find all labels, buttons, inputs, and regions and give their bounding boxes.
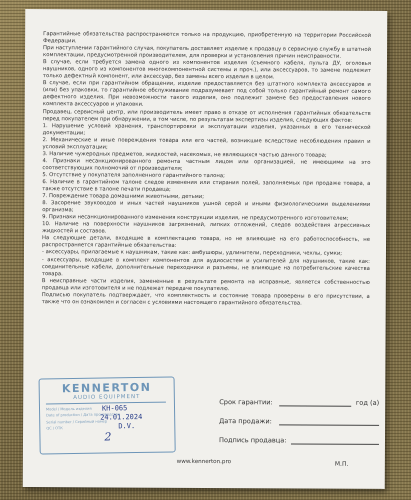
- handwritten-signature: 2: [104, 430, 112, 444]
- stamp-brand: KENNERTON: [61, 380, 152, 396]
- warranty-period-row: [219, 398, 379, 418]
- stamp-serial-label: Serial number / Серийный номер: [46, 419, 108, 425]
- warranty-period-label: Срок гарантии:: [219, 398, 273, 407]
- sale-fields: [219, 398, 379, 456]
- warranty-paragraph: 7. Повреждение товара домашними животными, детьми;: [42, 193, 205, 201]
- seller-signature-row: [219, 436, 379, 456]
- stamp-place-mark: М.П.: [334, 460, 349, 468]
- stamp-subtitle: AUDIO EQUIPMENT: [73, 393, 141, 402]
- warranty-paragraph: 4. Признаки несанкционированного ремонта частным лицом или организацией, не имеющими на это соответствующих полномочий от производителя;: [42, 157, 371, 172]
- warranty-paragraph: 3. Наличие чужеродных предметов, жидкостей, насекомых, не являющихся частью данного товара;: [42, 150, 327, 159]
- warranty-paragraph: Гарантийные обязательства распространяются только на продукцию, приобретенную на территории Российской Федерации.: [43, 31, 372, 45]
- warranty-period-suffix: год (а): [355, 398, 380, 407]
- website-url: www.kennerton.pro: [176, 458, 232, 466]
- warranty-paragraph: - аксессуары, входящие в комплект компонентов для аудиосистем и усилителей для наушников, такие как: соединительные кабели, дополнительные переходники и разъемы, не влияющие на потребительские качества товара.: [41, 256, 370, 277]
- warranty-paragraph: В случае, если требуется замена одного из компонентов изделия (съемного кабеля, пульта ДУ, оголовья наушников, одного из компонентов многокомпонентной системы и проч.), или аксессуаров, то замене подлежит только дефектный компонент, или аксессуар, без замены всего изделия в целом.: [42, 59, 371, 81]
- warranty-paragraph: 8. Засорение звуководов и иных частей наушников ушной серой и иными физиологическими выделениями организма;: [42, 200, 371, 214]
- warranty-paragraph: 6. Наличие в гарантийном талоне следов изменения или стирания полей, заполняемых при продаже товара, а также отсутствие в талоне печати продавца;: [42, 179, 371, 193]
- handwritten-date: 24.01.2024: [100, 412, 143, 422]
- stamp-model-label: Model / Модель изделия: [45, 406, 92, 412]
- warranty-paragraph: 2. Механические и иные повреждения товара или его частей, возникшие вследствие несоблюдения правил и условий эксплуатации;: [42, 136, 371, 151]
- stamp-date-label: Date of production / Дата производства: [46, 412, 121, 418]
- warranty-paragraph: 10. Наличие на поверхности наушников загрязнений, липких отложений, следов воздействия агрессивных жидкостей и составов.: [42, 221, 371, 235]
- warranty-paragraph: 9. Признаки несанкционированного изменения конструкции изделия, не предусмотренного изготовителем;: [42, 214, 349, 222]
- handwritten-serial: D.V.: [118, 422, 136, 431]
- warranty-paragraph: В неисправные части изделия, замененные в результате ремонта на исправные, является собственностью продавца или изготовителя и не подлежат передаче покупателю.: [41, 277, 370, 292]
- warranty-paragraph: Продавец, сервисный центр, или производитель имеет право в отказе от исполнения гарантийных обязательств перед покупателем при обнаружении, в том числе, по результатам экспертизы изделия, следующих фактов:: [42, 108, 371, 124]
- stamp-qc-label: QC / ОТК: [46, 426, 63, 431]
- warranty-period-line[interactable]: [279, 405, 351, 406]
- seller-signature-label: Подпись продавца:: [218, 436, 287, 445]
- warranty-card: [23, 9, 387, 489]
- warranty-paragraph: 5. Отсутствие у покупателя заполненного гарантийного талона;: [42, 172, 225, 180]
- sale-date-label: Дата продажи:: [219, 417, 272, 426]
- warranty-paragraph: В случае, если при гарантийном обращении, изделие предоставляется без штатного комплекта аксессуаров и (или) без упаковки, то гарантийное обслуживание подразумевает под собой только гарантийный ремонт самого дефектного изделия. При невозможности такого изделия, оно подлежит замене без предоставления нового комплекта аксессуаров и упаковки.: [42, 80, 371, 109]
- warranty-paragraph: 1. Нарушение условий хранения, транспортировки и эксплуатации изделия, указанных в его технической документации;: [42, 122, 371, 137]
- sale-date-line[interactable]: [279, 424, 379, 426]
- seller-signature-line[interactable]: [291, 443, 379, 444]
- handwritten-model: КН-065: [101, 404, 128, 413]
- sale-date-row: [219, 417, 379, 437]
- warranty-terms-text: [42, 31, 371, 308]
- warranty-paragraph: На следующие детали, входящие в комплектацию товара, но не влияющие на его работоспособность, не распространяется гарантийные обязательства:: [42, 235, 371, 250]
- warranty-paragraph: При наступлении гарантийного случая, покупатель доставляет изделие к продавцу в сервисную службу в штатной комплектации, предусмотренной производителем, для проверки и установления причин неисправности.: [42, 45, 372, 60]
- kennerton-stamp: [39, 376, 176, 454]
- warranty-paragraph: - аксессуары, прилагаемые к наушникам, такие как: амбушюры, удлинители, переходники, чехлы, сумки;: [41, 249, 343, 258]
- warranty-paragraph: Подписью покупатель подтверждает, что комплектность и состояние товара проверены в его присутствии, а также что он ознакомлен и согласен с условиями настоящего гарантийного обязательства.: [41, 291, 370, 307]
